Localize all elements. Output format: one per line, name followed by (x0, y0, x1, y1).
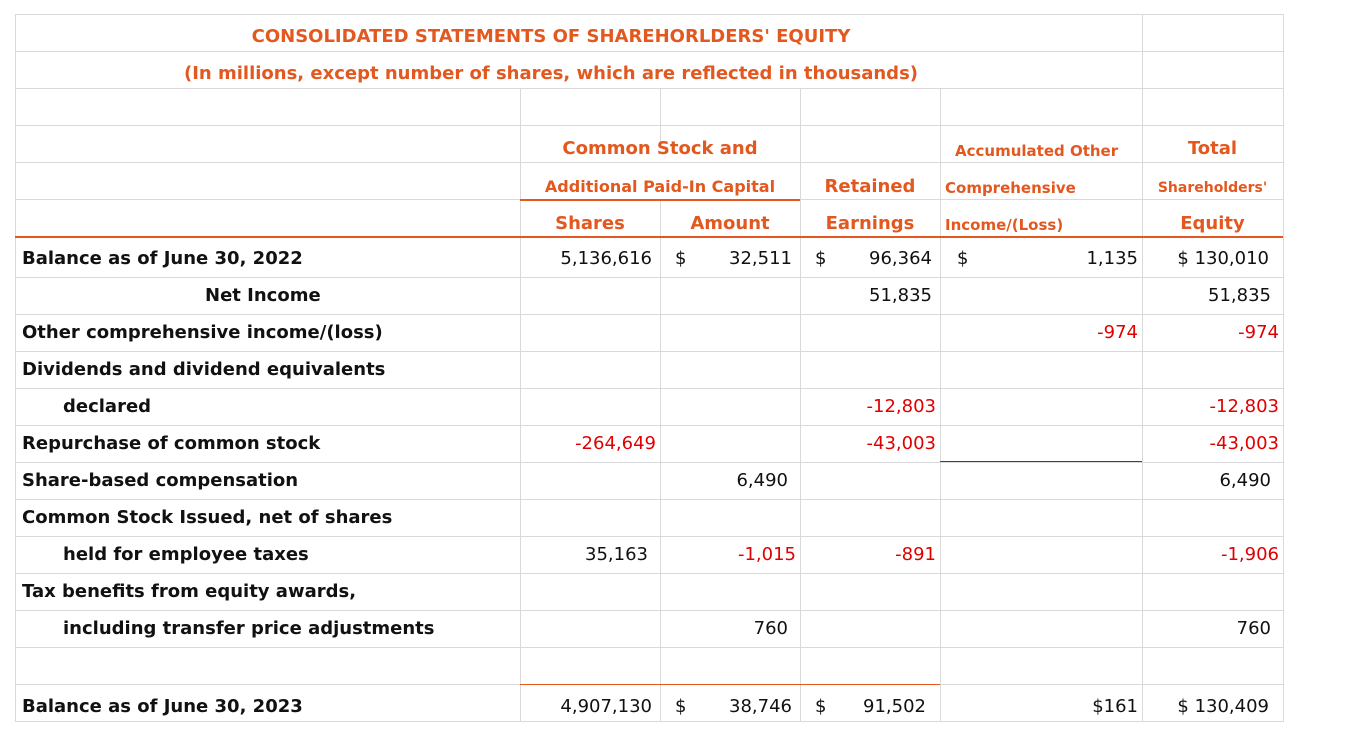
header-shares: Shares (555, 213, 625, 234)
cell-amount: 6,490 (736, 470, 788, 491)
cell-total: $ 130,010 (1177, 248, 1269, 269)
cell-amount-currency: $ (675, 696, 687, 717)
cell-retained: 96,364 (869, 248, 932, 269)
header-apic: Additional Paid-In Capital (544, 177, 776, 196)
header-underline (520, 199, 800, 201)
table-row (15, 425, 1283, 462)
cell-total: -43,003 (1209, 433, 1279, 454)
table-row (15, 314, 1283, 351)
cell-shares: 4,907,130 (560, 696, 652, 717)
table-row (15, 536, 1283, 573)
cell-retained: 51,835 (869, 285, 932, 306)
cell-amount: -1,015 (737, 544, 796, 565)
row-label: Balance as of June 30, 2022 (22, 248, 303, 269)
grid-line (15, 14, 1284, 15)
statement-title: CONSOLIDATED STATEMENTS OF SHAREHORLDERS' EQUITY (251, 26, 851, 47)
cell-amount: 38,746 (729, 696, 792, 717)
cell-amount-currency: $ (675, 248, 687, 269)
cell-retained: -891 (895, 544, 936, 565)
header-aoci-2: Comprehensive (945, 178, 1076, 197)
header-aoci-3: Income/(Loss) (945, 215, 1064, 234)
cell-shares: -264,649 (575, 433, 656, 454)
row-label: Repurchase of common stock (22, 433, 321, 454)
cell-retained-currency: $ (815, 696, 827, 717)
cell-amount: 32,511 (729, 248, 792, 269)
statement-subtitle: (In millions, except number of shares, which are reflected in thousands) (183, 63, 919, 84)
cell-aoci: $161 (1092, 696, 1138, 717)
header-common-stock: Common Stock and (562, 138, 758, 159)
grid-line (1283, 14, 1284, 722)
table-row (15, 499, 1283, 536)
header-total-3: Equity (1180, 213, 1245, 234)
cell-amount: 760 (753, 618, 788, 639)
row-label: Balance as of June 30, 2023 (22, 696, 303, 717)
cell-total: 6,490 (1219, 470, 1271, 491)
cell-shares: 5,136,616 (560, 248, 652, 269)
table-row (15, 240, 1283, 277)
header-total-2: Shareholders' (1157, 179, 1268, 196)
cell-total: -974 (1238, 322, 1279, 343)
cell-shares: 35,163 (585, 544, 648, 565)
row-label: Common Stock Issued, net of shares (22, 507, 393, 528)
cell-aoci: 1,135 (1086, 248, 1138, 269)
row-label: Other comprehensive income/(loss) (22, 322, 383, 343)
table-row (15, 462, 1283, 499)
header-aoci-1: Accumulated Other (955, 141, 1119, 160)
row-label: Dividends and dividend equivalents (22, 359, 386, 380)
cell-total: 51,835 (1208, 285, 1271, 306)
table-row (15, 388, 1283, 425)
row-label: including transfer price adjustments (63, 618, 435, 639)
cell-retained: -43,003 (866, 433, 936, 454)
cell-retained: -12,803 (866, 396, 936, 417)
cell-retained-currency: $ (815, 248, 827, 269)
cell-total: $ 130,409 (1177, 696, 1269, 717)
table-row (15, 647, 1283, 684)
table-row (15, 688, 1283, 725)
cell-total: -1,906 (1220, 544, 1279, 565)
row-label: Tax benefits from equity awards, (22, 581, 357, 602)
cell-aoci: -974 (1097, 322, 1138, 343)
cell-retained: 91,502 (863, 696, 926, 717)
cell-aoci-currency: $ (957, 248, 969, 269)
table-row (15, 610, 1283, 647)
header-earnings: Earnings (825, 213, 915, 234)
row-label: held for employee taxes (63, 544, 309, 565)
table-row (15, 573, 1283, 610)
total-underline (520, 684, 940, 685)
header-underline (15, 236, 1283, 238)
header-total-1: Total (1187, 138, 1238, 159)
header-amount: Amount (690, 213, 770, 234)
row-label: declared (63, 396, 152, 417)
row-label: Share-based compensation (22, 470, 299, 491)
table-row (15, 277, 1283, 314)
header-retained: Retained (824, 176, 916, 197)
cell-total: 760 (1236, 618, 1271, 639)
table-row (15, 351, 1283, 388)
grid-line (15, 125, 1284, 126)
row-label: Net Income (205, 285, 321, 306)
cell-total: -12,803 (1209, 396, 1279, 417)
